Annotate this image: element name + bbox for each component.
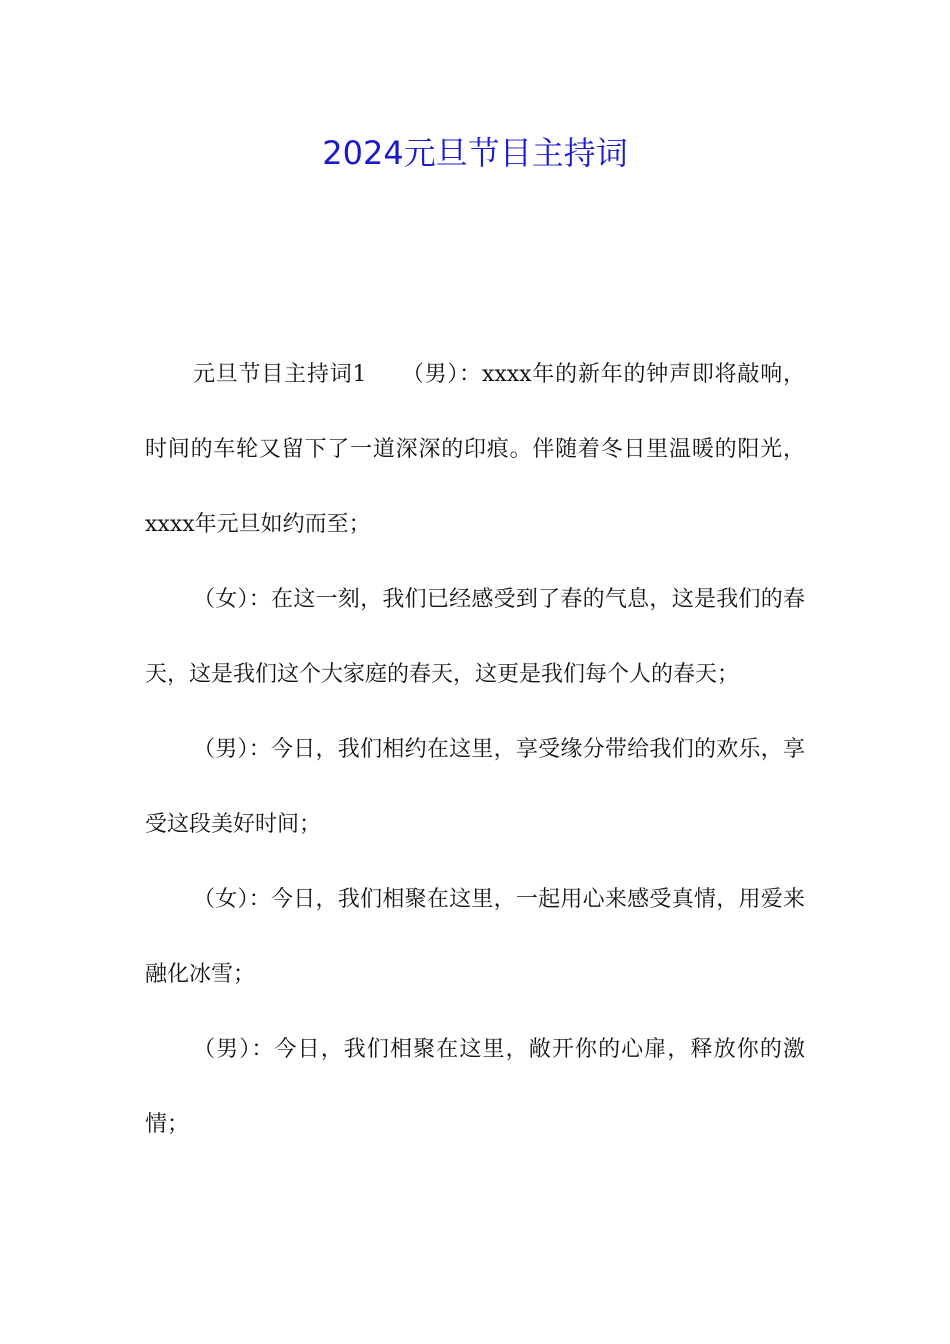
document-title: 2024元旦节目主持词	[322, 134, 628, 172]
paragraph-5: （男）：今日，我们相聚在这里，敞开你的心扉，释放你的激情；	[145, 1037, 805, 1137]
paragraph-1: 元旦节目主持词1 （男）：xxxx年的新年的钟声即将敲响，时间的车轮又留下了一道深深的印痕。伴随着冬日里温暖的阳光，xxxx年元旦如约而至；	[145, 362, 805, 537]
document-body	[145, 337, 805, 1162]
paragraph-2: （女）：在这一刻，我们已经感受到了春的气息，这是我们的春天，这是我们这个大家庭的春天，这更是我们每个人的春天；	[145, 587, 805, 687]
paragraph-4: （女）：今日，我们相聚在这里，一起用心来感受真情，用爱来融化冰雪；	[145, 887, 805, 987]
paragraph-3: （男）：今日，我们相约在这里，享受缘分带给我们的欢乐，享受这段美好时间；	[145, 737, 805, 837]
